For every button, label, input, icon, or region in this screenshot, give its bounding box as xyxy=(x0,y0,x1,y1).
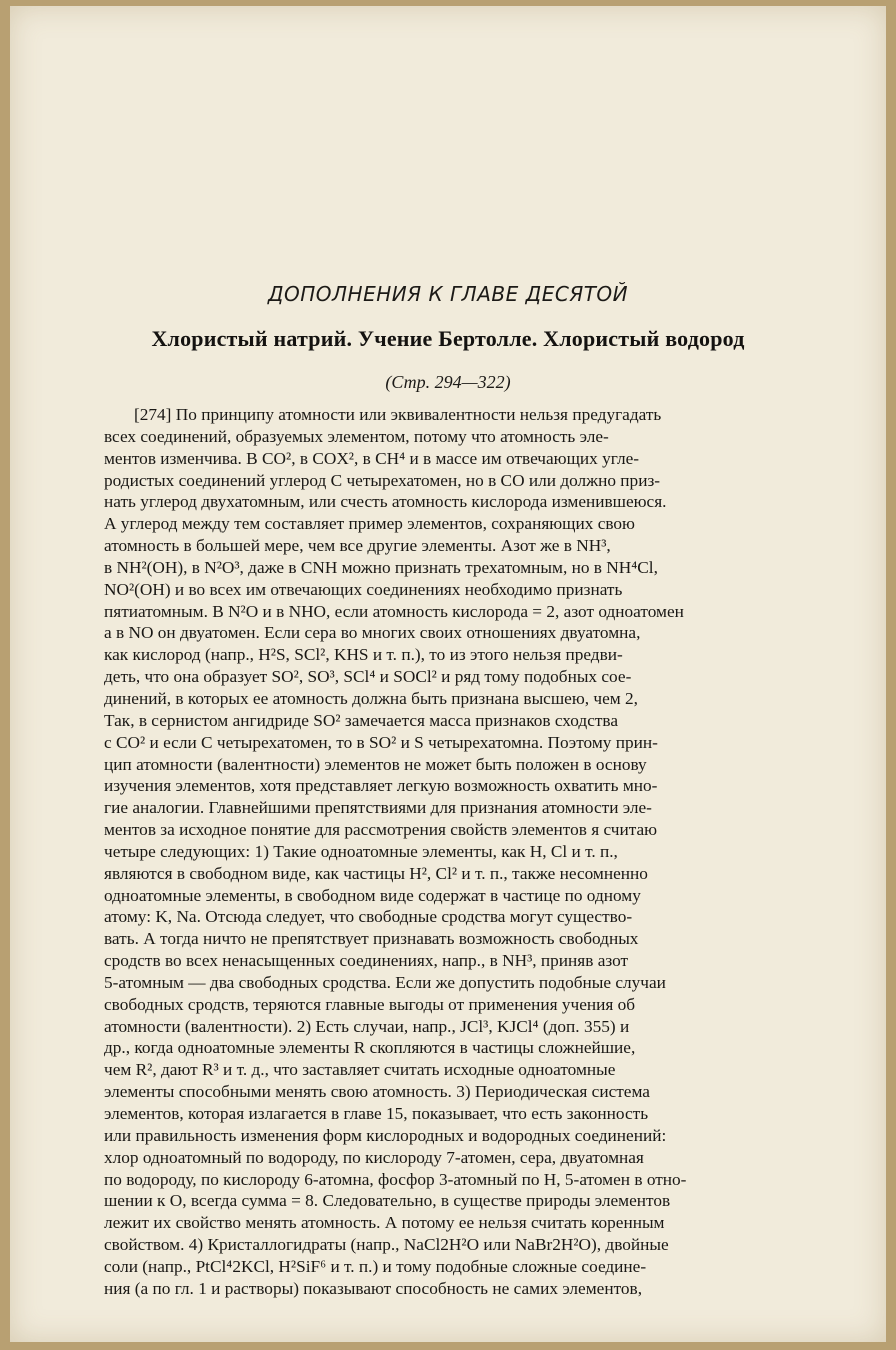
text-line: а в NO он двуатомен. Если сера во многих своих отношениях двуатомна, xyxy=(104,623,641,643)
text-line: шении к O, всегда сумма = 8. Следовательно, в существе природы элементов xyxy=(104,1191,671,1211)
text-line: чем R², дают R³ и т. д., что заставляет считать исходные одноатомные xyxy=(104,1060,616,1080)
text-line: элементы способными менять свою атомность. 3) Периодическая система xyxy=(104,1082,650,1102)
text-line: четыре следующих: 1) Такие одноатомные элементы, как H, Cl и т. п., xyxy=(104,841,618,861)
main-title: Хлористый натрий. Учение Бертолле. Хлористый водород xyxy=(151,326,745,351)
page-reference: (Стр. 294—322) xyxy=(385,372,511,392)
text-line: как кислород (напр., H²S, SCl², KHS и т. п.), то из этого нельзя предви- xyxy=(104,645,623,665)
text-line: пятиатомным. В N²O и в NHO, если атомность кислорода = 2, азот одноатомен xyxy=(104,601,684,621)
text-line: ментов изменчива. В CO², в COX², в CH⁴ и в массе им отвечающих угле- xyxy=(104,448,639,468)
text-line: др., когда одноатомные элементы R скопляются в частицы сложнейшие, xyxy=(104,1038,636,1058)
text-line: изучения элементов, хотя представляет легкую возможность охватить мно- xyxy=(104,776,658,796)
text-line: сродств во всех ненасыщенных соединениях, напр., в NH³, приняв азот xyxy=(104,951,629,971)
text-line: свойством. 4) Кристаллогидраты (напр., NaCl2H²O или NaBr2H²O), двойные xyxy=(104,1235,669,1255)
text-line: или правильность изменения форм кислородных и водородных соединений: xyxy=(104,1125,667,1145)
text-line: являются в свободном виде, как частицы H², Cl² и т. п., также несомненно xyxy=(104,863,648,883)
text-line: 5-атомным — два свободных сродства. Если же допустить подобные случаи xyxy=(104,972,666,992)
text-line: по водороду, по кислороду 6-атомна, фосфор 3-атомный по H, 5-атомен в отно- xyxy=(104,1169,687,1189)
text-line: одноатомные элементы, в свободном виде содержат в частице по одному xyxy=(104,885,641,905)
text-line: гие аналогии. Главнейшими препятствиями для признания атомности эле- xyxy=(104,798,652,818)
text-line: хлор одноатомный по водороду, по кислороду 7-атомен, сера, двуатомная xyxy=(104,1147,644,1167)
text-line: Так, в сернистом ангидриде SO² замечается масса признаков сходства xyxy=(104,710,619,730)
text-line: ния (а по гл. 1 и растворы) показывают способность не самих элементов, xyxy=(104,1278,643,1298)
text-line: лежит их свойство менять атомность. А потому ее нельзя считать коренным xyxy=(104,1213,665,1233)
text-line: динений, в которых ее атомность должна быть признана высшею, чем 2, xyxy=(104,688,638,708)
text-line: с CO² и если C четырехатомен, то в SO² и S четырехатомна. Поэтому прин- xyxy=(104,732,658,752)
text-line: родистых соединений углерод C четырехатомен, но в CO или должно приз- xyxy=(104,470,661,490)
text-line: цип атомности (валентности) элементов не может быть положен в основу xyxy=(104,754,647,774)
text-line: элементов, которая излагается в главе 15, показывает, что есть законность xyxy=(104,1104,649,1123)
section-title: ДОПОЛНЕНИЯ К ГЛАВЕ ДЕСЯТОЙ xyxy=(267,282,629,306)
text-line: всех соединений, образуемых элементом, потому что атомность эле- xyxy=(104,426,609,446)
text-line: атомность в большей мере, чем все другие элементы. Азот же в NH³, xyxy=(104,536,611,556)
text-line: свободных сродств, теряются главные выгоды от применения учения об xyxy=(104,994,636,1014)
text-line: атому: K, Na. Отсюда следует, что свободные сродства могут существо- xyxy=(104,907,633,927)
text-line: А углерод между тем составляет пример элементов, сохраняющих свою xyxy=(104,514,635,534)
text-line: в NH²(OH), в N²O³, даже в CNH можно признать трехатомным, но в NH⁴Cl, xyxy=(104,557,658,577)
text-line: вать. А тогда ничто не препятствует признавать возможность свободных xyxy=(104,929,639,949)
text-line: атомности (валентности). 2) Есть случаи, напр., JCl³, KJCl⁴ (доп. 355) и xyxy=(104,1016,630,1036)
text-line: соли (напр., PtCl⁴2KCl, H²SiF⁶ и т. п.) и тому подобные сложные соедине- xyxy=(104,1256,647,1276)
text-line: ментов за исходное понятие для рассмотрения свойств элементов я считаю xyxy=(104,820,658,840)
text-line: деть, что она образует SO², SO³, SCl⁴ и SOCl² и ряд тому подобных сое- xyxy=(104,667,632,687)
body-text xyxy=(104,404,864,1300)
text-line: нать углерод двухатомным, или счесть атомность кислорода изменившеюся. xyxy=(104,492,667,512)
text-line: [274] По принципу атомности или эквивалентности нельзя предугадать xyxy=(134,405,662,424)
text-line: NO²(OH) и во всех им отвечающих соединениях необходимо признать xyxy=(104,579,623,599)
